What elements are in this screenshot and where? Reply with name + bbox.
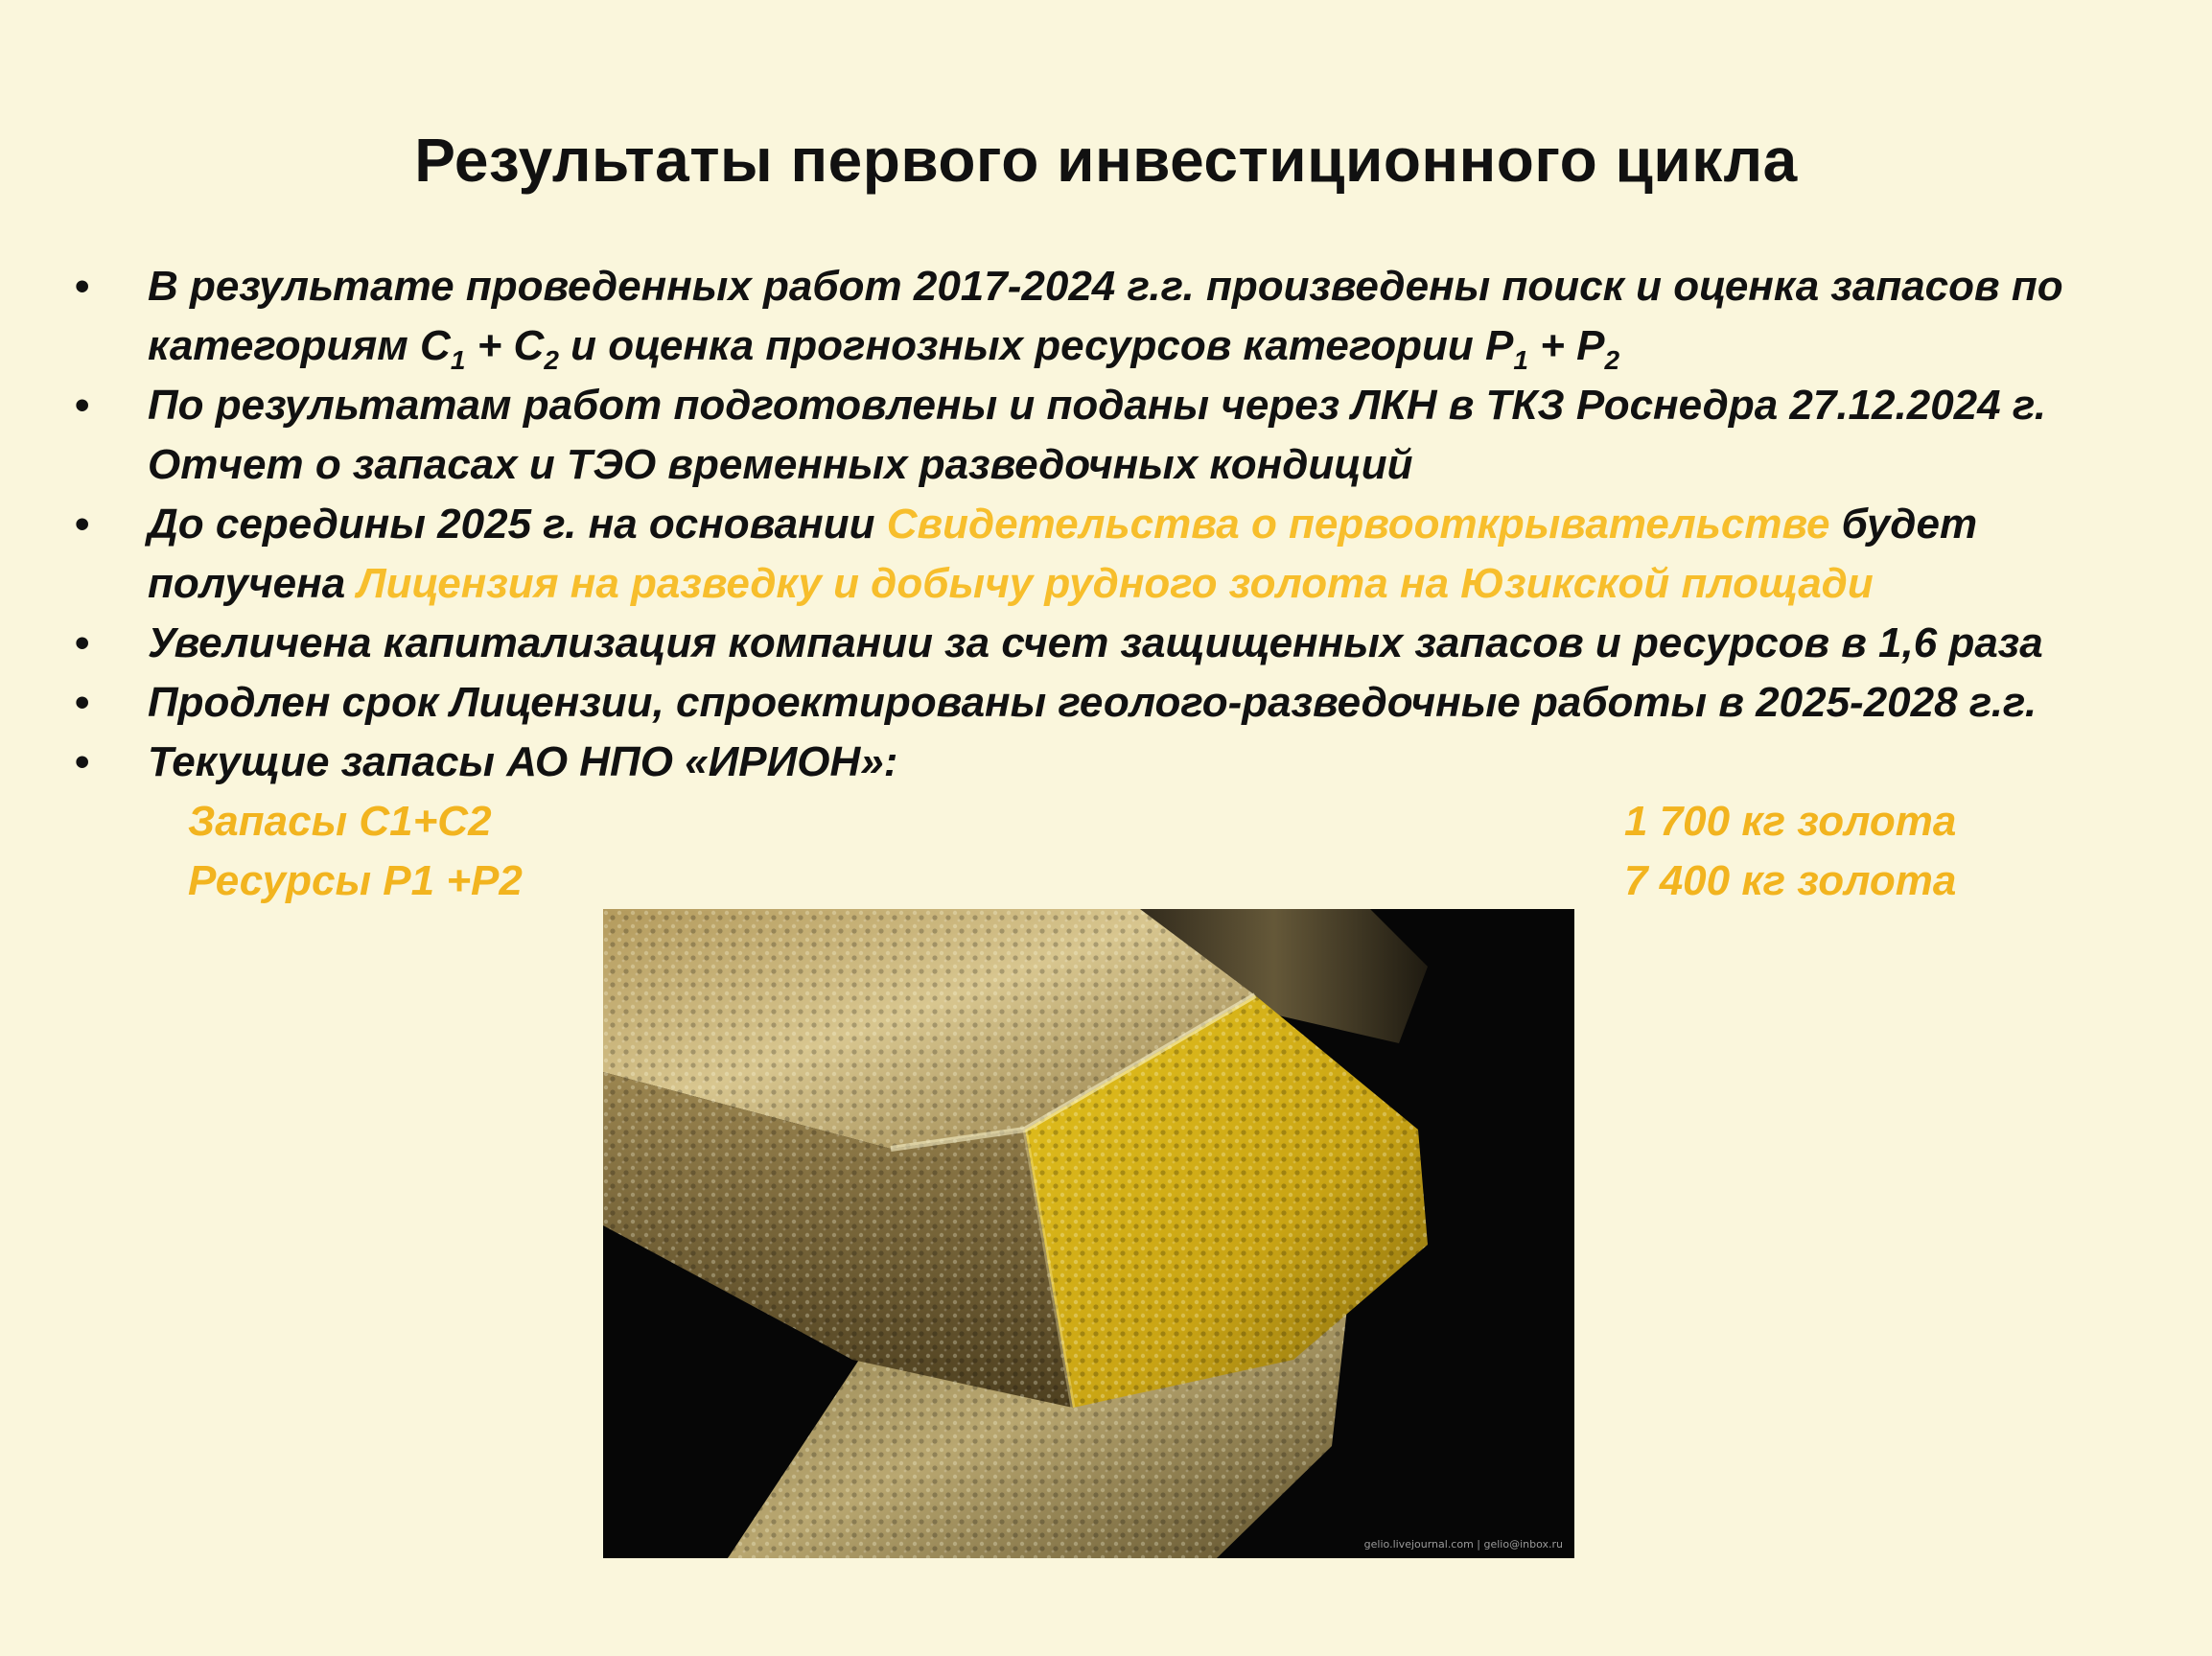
bullet-dot-icon: • [75,263,90,310]
bullet-6-text: Текущие запасы АО НПО «ИРИОН»: [148,738,898,785]
bullet-1-sub-d: 2 [1604,345,1620,375]
bullet-1-text-c: и оценка прогнозных ресурсов категории Р [558,322,1514,369]
slide-title: Результаты первого инвестиционного цикла [414,126,1798,195]
bullet-1-text-d: + Р [1527,322,1605,369]
bullet-1-sub-b: 2 [544,345,559,375]
certificate-highlight: Свидетельства о первооткрывательстве [886,501,1830,548]
bullet-dot-icon: • [75,501,90,548]
bullet-1-text-a: В результате проведенных работ 2017-2024 г.г. произведены поиск и оценка запасов по категориям С [148,263,2063,369]
gold-bars-photo [603,909,1574,1558]
bullet-4-text: Увеличена капитализация компании за счет защищенных запасов и ресурсов в 1,6 раза [148,619,2043,666]
bullet-dot-icon: • [75,619,90,666]
resources-label: Ресурсы Р1 +Р2 [188,857,523,904]
resources-row [188,851,1971,911]
bullet-item-1 [75,257,2146,376]
bullet-dot-icon: • [75,679,90,726]
bullet-item-3 [75,495,2146,614]
bullet-2-text: По результатам работ подготовлены и поданы через ЛКН в ТКЗ Роснедра 27.12.2024 г. Отчет о запасах и ТЭО временных разведочных кондиций [148,382,2046,488]
bullet-3-text-b: будет получена [148,501,1978,607]
bullet-1-text-b: + С [465,322,545,369]
bullet-1-sub-c: 1 [1513,345,1528,375]
license-highlight: Лицензия на разведку и добычу рудного золота на Юзикской площади [357,560,1874,607]
bullet-item-5 [75,673,2146,733]
bullet-1-sub-a: 1 [450,345,466,375]
photo-credit: gelio.livejournal.com | gelio@inbox.ru [1363,1538,1563,1551]
reserves-row [188,792,1971,851]
gold-bars-illustration [603,909,1574,1558]
bullet-item-2 [75,376,2146,495]
bullet-dot-icon: • [75,382,90,429]
bullet-item-4 [75,614,2146,673]
bullet-5-text: Продлен срок Лицензии, спроектированы геолого-разведочные работы в 2025-2028 г.г. [148,679,2037,726]
reserves-table [188,792,1971,911]
bullet-dot-icon: • [75,738,90,785]
bullet-3-text-a: До середины 2025 г. на основании [148,501,887,548]
resources-value: 7 400 кг золота [1624,857,1957,904]
bullet-list [75,257,2146,792]
reserves-label: Запасы С1+С2 [188,798,492,845]
bullet-item-6 [75,733,2146,792]
reserves-value: 1 700 кг золота [1624,798,1957,845]
